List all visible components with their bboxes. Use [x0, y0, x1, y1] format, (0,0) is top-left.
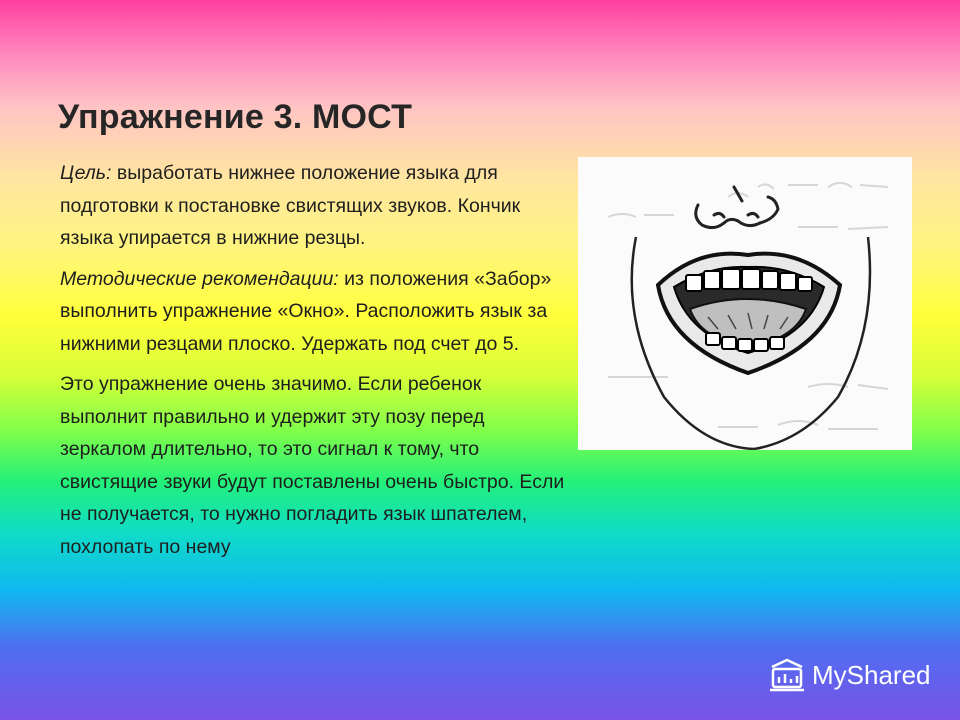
myshared-watermark[interactable]	[768, 655, 931, 695]
goal-text: выработать нижнее положение языка для подготовки к постановке свистящих звуков. Кончик языка упирается в нижние резцы.	[60, 162, 521, 249]
myshared-logo-icon	[768, 657, 806, 693]
goal-paragraph	[60, 157, 570, 255]
note-paragraph: Это упражнение очень значимо. Если ребенок выполнит правильно и удержит эту позу перед зеркалом длительно, то это сигнал к тому, что свистящие звуки будут поставлены очень быстро. Если не получается, то нужно погладить язык шпателем, похлопать по нему	[60, 373, 565, 558]
mouth-illustration-icon	[578, 157, 912, 450]
slide-title: Упражнение 3. МОСТ	[58, 98, 413, 136]
method-label: Методические рекомендации:	[60, 267, 339, 290]
watermark-text: MyShared	[812, 659, 931, 690]
mouth-illustration	[578, 157, 912, 450]
goal-label: Цель:	[60, 162, 112, 184]
method-paragraph	[60, 263, 570, 361]
slide-body	[60, 157, 570, 571]
method-text: из положения «Забор» выполнить упражнение «Окно». Расположить язык за нижними резцами плоско. Удержать под счет до 5.	[60, 267, 552, 355]
